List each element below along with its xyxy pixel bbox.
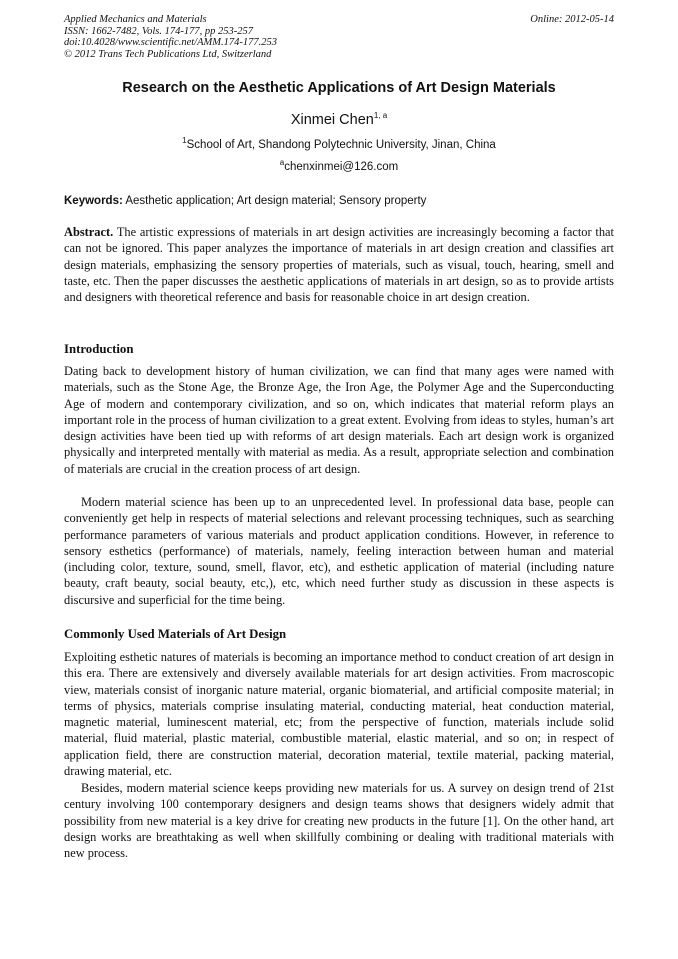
email-superscript: a	[279, 158, 285, 168]
common-materials-paragraph-1: Exploiting esthetic natures of materials is becoming an importance method to conduct creation of art design in this era. There are extensively and diversely available materials for art design activities. From macroscopic view, materials consist of inorganic nature material, organic biomaterial, and artificial composite material; in terms of physics, materials comprise insulating material, conducting material, heat conduction material, magnetic material, luminescent material, etc; from the perspective of function, materials include solid material, fluid material, plastic material, combustible material, elastic material, and so on; in respect of application field, there are construction material, decoration material, textile material, packing material, drawing material, etc.	[64, 650, 614, 779]
doi-line: doi:10.4028/www.scientific.net/AMM.174-177.253	[64, 37, 277, 48]
keywords-text: Aesthetic application; Art design material; Sensory property	[125, 195, 427, 207]
abstract-label: Abstract.	[64, 225, 114, 239]
introduction-paragraph-1: Dating back to development history of human civilization, we can find that many ages were named with materials, such as the Stone Age, the Bronze Age, the Iron Age, the Polymer Age and the Superconducting Age of modern and contemporary civilization, and so on, which indicates that material reform plays an important role in the process of human civilization to a great extent. Evolving from ideas to styles, human’s art design activities have been tied up with reforms of art design materials. Each art design work is organized physically and interpreted mentally with material as media. As a result, appropriate selection and combination of materials are crucial in the creation process of art design.	[64, 364, 614, 476]
keywords-label: Keywords:	[64, 195, 123, 207]
journal-header	[64, 14, 614, 60]
affiliation-superscript: 1	[182, 136, 187, 146]
copyright-line: © 2012 Trans Tech Publications Ltd, Switzerland	[64, 48, 272, 60]
abstract-text: The artistic expressions of materials in art design activities are increasingly becoming a factor that can not be ignored. This paper analyzes the importance of materials in art design creation and classifies art design materials, emphasizing the sensory properties of materials, such as visual, touch, hearing, smell and taste, etc. Then the paper discusses the aesthetic applications of materials in art design, so as to provide artists and designers with theoretical reference and basis for reasonable choice in art design creation.	[64, 225, 614, 305]
section-heading-introduction: Introduction	[64, 342, 134, 356]
issn-line: ISSN: 1662-7482, Vols. 174-177, pp 253-257	[64, 25, 253, 37]
email-address: chenxinmei@126.com	[284, 161, 399, 173]
common-materials-paragraph-2: Besides, modern material science keeps providing new materials for us. A survey on design trend of 21st century involving 100 contemporary designers and design teams shows that designers widely admit that possibility from new material is a key drive for creating new products in the future [1]. On the other hand, art design works are breathtaking as well when skillfully combining or dealing with traditional materials with new process.	[64, 781, 614, 861]
paper-title: Research on the Aesthetic Applications of Art Design Materials	[122, 80, 556, 96]
email-line	[64, 158, 614, 173]
affiliation-text: School of Art, Shandong Polytechnic University, Jinan, China	[186, 139, 496, 151]
author-superscript: 1, a	[373, 111, 388, 121]
introduction-paragraph-2: Modern material science has been up to an unprecedented level. In professional data base, people can conveniently get help in respects of material selections and relevant processing techniques, such as searching performance parameters of various materials and product application conditions. However, in reference to sensory esthetics (performance) of materials, namely, feeling interaction between human and material (including color, texture, sound, smell, flavor, etc), and esthetic application of material (including nature beauty, craft beauty, social beauty, etc,), etc, which need further study as discussion in these aspects is discursive and superficial for the time being.	[64, 495, 614, 607]
abstract	[64, 224, 614, 305]
journal-name: Applied Mechanics and Materials	[64, 14, 207, 25]
keywords	[64, 195, 614, 207]
author-line	[64, 112, 614, 128]
affiliation	[64, 136, 614, 151]
section-heading-common-materials: Commonly Used Materials of Art Design	[64, 627, 287, 641]
author-name: Xinmei Chen	[290, 112, 374, 128]
online-date: Online: 2012-05-14	[530, 14, 614, 25]
